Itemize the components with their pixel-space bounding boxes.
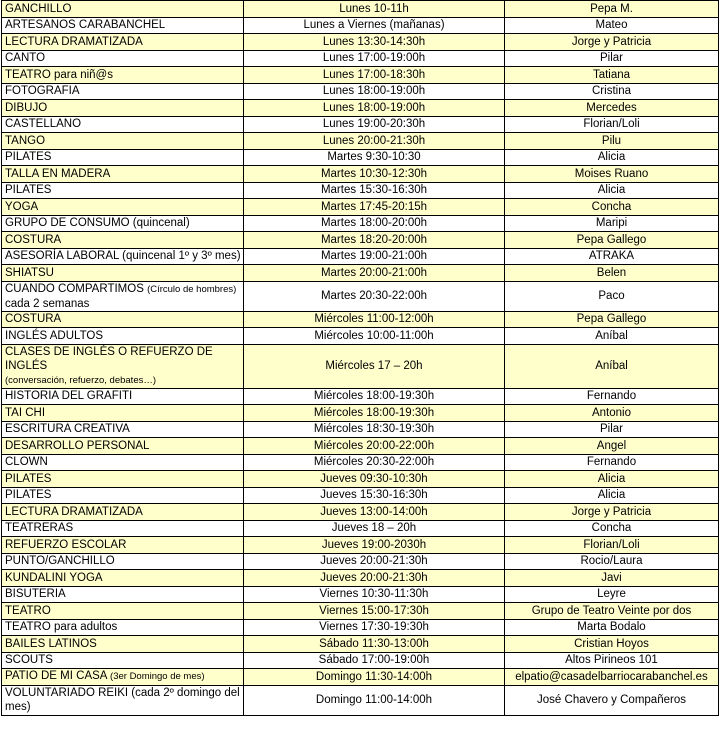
- time-cell: Lunes 20:00-21:30h: [244, 133, 505, 150]
- activity-name: CLOWN: [5, 456, 48, 469]
- time-cell: Sábado 17:00-19:00h: [244, 652, 505, 669]
- activity-cell: [2, 553, 244, 570]
- person-cell: Concha: [505, 520, 719, 537]
- time-cell: Miércoles 18:30-19:30h: [244, 421, 505, 438]
- activity-cell: [2, 17, 244, 34]
- table-row: [2, 388, 719, 405]
- time-cell: Martes 20:30-22:00h: [244, 281, 505, 311]
- activity-cell: [2, 116, 244, 133]
- activity-name: CUANDO COMPARTIMOS: [5, 282, 144, 295]
- table-row: [2, 100, 719, 117]
- person-cell: Marta Bodalo: [505, 619, 719, 636]
- time-cell: Jueves 18 – 20h: [244, 520, 505, 537]
- table-row: [2, 570, 719, 587]
- activity-cell: [2, 388, 244, 405]
- time-cell: Lunes 10-11h: [244, 1, 505, 18]
- activity-cell: [2, 652, 244, 669]
- activity-name: FOTOGRAFIA: [5, 85, 80, 98]
- activity-name: TAI CHI: [5, 406, 46, 419]
- activity-cell: [2, 311, 244, 328]
- person-cell: Leyre: [505, 586, 719, 603]
- time-cell: Martes 18:00-20:00h: [244, 215, 505, 232]
- person-cell: Cristina: [505, 83, 719, 100]
- table-row: [2, 344, 719, 388]
- table-row: [2, 405, 719, 422]
- table-row: [2, 17, 719, 34]
- table-row: [2, 311, 719, 328]
- activity-cell: [2, 405, 244, 422]
- time-cell: Jueves 09:30-10:30h: [244, 471, 505, 488]
- activity-cell: [2, 50, 244, 67]
- activity-name: SCOUTS: [5, 654, 53, 667]
- activity-name: CASTELLANO: [5, 118, 82, 131]
- activity-name: YOGA: [5, 200, 39, 213]
- person-cell: José Chavero y Compañeros: [505, 685, 719, 715]
- person-cell: Angel: [505, 438, 719, 455]
- time-cell: Miércoles 20:30-22:00h: [244, 454, 505, 471]
- time-cell: Martes 18:20-20:00h: [244, 232, 505, 249]
- table-row: [2, 1, 719, 18]
- table-row: [2, 199, 719, 216]
- activity-name: TEATRERAS: [5, 522, 74, 535]
- time-cell: Viernes 17:30-19:30h: [244, 619, 505, 636]
- person-cell: Jorge y Patricia: [505, 34, 719, 51]
- time-cell: Miércoles 11:00-12:00h: [244, 311, 505, 328]
- activity-name: COSTURA: [5, 313, 62, 326]
- activity-name: TEATRO para niñ@s: [5, 68, 113, 81]
- table-row: [2, 685, 719, 715]
- person-cell: Antonio: [505, 405, 719, 422]
- table-row: [2, 166, 719, 183]
- activity-name: BISUTERIA: [5, 588, 66, 601]
- table-row: [2, 586, 719, 603]
- table-row: [2, 553, 719, 570]
- time-cell: Domingo 11:00-14:00h: [244, 685, 505, 715]
- person-cell: Paco: [505, 281, 719, 311]
- person-cell: Javi: [505, 570, 719, 587]
- time-cell: Martes 19:00-21:00h: [244, 248, 505, 265]
- person-cell: Pepa M.: [505, 1, 719, 18]
- person-cell: Aníbal: [505, 344, 719, 388]
- table-row: [2, 182, 719, 199]
- activity-cell: [2, 520, 244, 537]
- table-row: [2, 421, 719, 438]
- activity-name: REFUERZO ESCOLAR: [5, 538, 127, 551]
- table-row: [2, 281, 719, 311]
- time-cell: Miércoles 17 – 20h: [244, 344, 505, 388]
- activity-name: BAILES LATINOS: [5, 637, 97, 650]
- activity-name: LECTURA DRAMATIZADA: [5, 505, 143, 518]
- person-cell: Mateo: [505, 17, 719, 34]
- activity-cell: [2, 1, 244, 18]
- person-cell: Altos Pirineos 101: [505, 652, 719, 669]
- activity-name: COSTURA: [5, 233, 62, 246]
- activity-name: GRUPO DE CONSUMO (quincenal): [5, 217, 190, 230]
- activity-cell: [2, 265, 244, 282]
- time-cell: Martes 17:45-20:15h: [244, 199, 505, 216]
- table-row: [2, 34, 719, 51]
- time-cell: Miércoles 10:00-11:00h: [244, 328, 505, 345]
- person-cell: Alicia: [505, 471, 719, 488]
- time-cell: Lunes 18:00-19:00h: [244, 83, 505, 100]
- table-row: [2, 520, 719, 537]
- table-row: [2, 438, 719, 455]
- time-cell: Lunes 17:00-18:30h: [244, 67, 505, 84]
- table-row: [2, 116, 719, 133]
- activity-name: ASESORÍA LABORAL (quincenal 1º y 3º mes): [5, 250, 241, 263]
- activity-cell: [2, 344, 244, 388]
- activity-name: HISTORIA DEL GRAFITI: [5, 390, 133, 403]
- activity-cell: [2, 487, 244, 504]
- activity-name: ARTESANOS CARABANCHEL: [5, 19, 166, 32]
- time-cell: Jueves 15:30-16:30h: [244, 487, 505, 504]
- schedule-body: [2, 1, 719, 716]
- activity-cell: [2, 34, 244, 51]
- person-cell: Mercedes: [505, 100, 719, 117]
- table-row: [2, 232, 719, 249]
- activity-cell: [2, 248, 244, 265]
- person-cell: Grupo de Teatro Veinte por dos: [505, 603, 719, 620]
- activity-name: TEATRO para adultos: [5, 621, 118, 634]
- table-row: [2, 603, 719, 620]
- activity-note: (Círculo de hombres): [147, 283, 237, 295]
- table-row: [2, 504, 719, 521]
- time-cell: Martes 20:00-21:00h: [244, 265, 505, 282]
- time-cell: Lunes 19:00-20:30h: [244, 116, 505, 133]
- table-row: [2, 669, 719, 686]
- table-row: [2, 636, 719, 653]
- activity-cell: [2, 281, 244, 311]
- activity-name: PUNTO/GANCHILLO: [5, 555, 115, 568]
- activity-name: PILATES: [5, 151, 52, 164]
- activity-name: PATIO DE MI CASA: [5, 670, 107, 683]
- time-cell: Jueves 20:00-21:30h: [244, 553, 505, 570]
- activity-name: INGLÉS ADULTOS: [5, 329, 103, 342]
- person-cell: Moises Ruano: [505, 166, 719, 183]
- activity-cell: [2, 685, 244, 715]
- person-cell: Florian/Loli: [505, 537, 719, 554]
- person-cell: Pepa Gallego: [505, 311, 719, 328]
- time-cell: Miércoles 20:00-22:00h: [244, 438, 505, 455]
- activity-frequency: cada 2 semanas: [5, 297, 90, 310]
- table-row: [2, 83, 719, 100]
- activity-cell: [2, 636, 244, 653]
- activity-cell: [2, 504, 244, 521]
- time-cell: Viernes 10:30-11:30h: [244, 586, 505, 603]
- person-cell: Pilar: [505, 50, 719, 67]
- activity-name: PILATES: [5, 184, 52, 197]
- table-row: [2, 149, 719, 166]
- person-cell: Belen: [505, 265, 719, 282]
- person-cell: Tatiana: [505, 67, 719, 84]
- activity-name: PILATES: [5, 489, 52, 502]
- time-cell: Jueves 19:00-2030h: [244, 537, 505, 554]
- activity-name: TEATRO: [5, 604, 51, 617]
- table-row: [2, 537, 719, 554]
- activity-cell: [2, 328, 244, 345]
- activity-note: (3er Domingo de mes): [110, 671, 205, 683]
- person-cell: Rocio/Laura: [505, 553, 719, 570]
- activity-name: TALLA EN MADERA: [5, 167, 111, 180]
- time-cell: Sábado 11:30-13:00h: [244, 636, 505, 653]
- activity-name: TANGO: [5, 134, 46, 147]
- activity-cell: [2, 537, 244, 554]
- activity-name: DESARROLLO PERSONAL: [5, 439, 150, 452]
- activity-cell: [2, 438, 244, 455]
- person-cell: Aníbal: [505, 328, 719, 345]
- table-row: [2, 652, 719, 669]
- person-cell: Jorge y Patricia: [505, 504, 719, 521]
- time-cell: Lunes a Viernes (mañanas): [244, 17, 505, 34]
- person-cell: Alicia: [505, 487, 719, 504]
- activity-name: CLASES DE INGLÉS O REFUERZO DE INGLÉS: [5, 345, 213, 372]
- table-row: [2, 454, 719, 471]
- table-row: [2, 248, 719, 265]
- activity-cell: [2, 471, 244, 488]
- activity-cell: [2, 421, 244, 438]
- activity-cell: [2, 133, 244, 150]
- table-row: [2, 619, 719, 636]
- table-row: [2, 487, 719, 504]
- time-cell: Viernes 15:00-17:30h: [244, 603, 505, 620]
- person-cell: elpatio@casadelbarriocarabanchel.es: [505, 669, 719, 686]
- time-cell: Jueves 20:00-21:30h: [244, 570, 505, 587]
- person-cell: Pilu: [505, 133, 719, 150]
- person-cell: Cristian Hoyos: [505, 636, 719, 653]
- activity-name: SHIATSU: [5, 266, 54, 279]
- person-cell: Pepa Gallego: [505, 232, 719, 249]
- person-cell: Fernando: [505, 454, 719, 471]
- activity-name: PILATES: [5, 472, 52, 485]
- activity-name: DIBUJO: [5, 101, 48, 114]
- activity-cell: [2, 215, 244, 232]
- person-cell: Alicia: [505, 182, 719, 199]
- time-cell: Domingo 11:30-14:00h: [244, 669, 505, 686]
- activity-cell: [2, 619, 244, 636]
- activity-cell: [2, 199, 244, 216]
- table-row: [2, 133, 719, 150]
- schedule-table: [1, 0, 719, 716]
- time-cell: Miércoles 18:00-19:30h: [244, 388, 505, 405]
- activity-cell: [2, 100, 244, 117]
- activity-cell: [2, 182, 244, 199]
- activity-name: GANCHILLO: [5, 2, 72, 15]
- activity-name: KUNDALINI YOGA: [5, 571, 103, 584]
- person-cell: Fernando: [505, 388, 719, 405]
- activity-cell: [2, 67, 244, 84]
- activity-cell: [2, 586, 244, 603]
- activity-cell: [2, 83, 244, 100]
- time-cell: Lunes 18:00-19:00h: [244, 100, 505, 117]
- activity-cell: [2, 570, 244, 587]
- table-row: [2, 328, 719, 345]
- time-cell: Martes 15:30-16:30h: [244, 182, 505, 199]
- table-row: [2, 265, 719, 282]
- activity-cell: [2, 149, 244, 166]
- person-cell: Maripi: [505, 215, 719, 232]
- time-cell: Jueves 13:00-14:00h: [244, 504, 505, 521]
- table-row: [2, 67, 719, 84]
- time-cell: Martes 10:30-12:30h: [244, 166, 505, 183]
- table-row: [2, 50, 719, 67]
- activity-name: VOLUNTARIADO REIKI (cada 2º domingo del mes): [5, 687, 240, 713]
- time-cell: Lunes 13:30-14:30h: [244, 34, 505, 51]
- activity-cell: [2, 669, 244, 686]
- time-cell: Lunes 17:00-19:00h: [244, 50, 505, 67]
- table-row: [2, 471, 719, 488]
- time-cell: Martes 9:30-10:30: [244, 149, 505, 166]
- person-cell: Pilar: [505, 421, 719, 438]
- person-cell: Florian/Loli: [505, 116, 719, 133]
- activity-name: LECTURA DRAMATIZADA: [5, 35, 143, 48]
- activity-name: CANTO: [5, 52, 46, 65]
- activity-cell: [2, 454, 244, 471]
- person-cell: Alicia: [505, 149, 719, 166]
- time-cell: Miércoles 18:00-19:30h: [244, 405, 505, 422]
- activity-cell: [2, 232, 244, 249]
- table-row: [2, 215, 719, 232]
- person-cell: ATRAKA: [505, 248, 719, 265]
- activity-note: (conversación, refuerzo, debates…): [5, 374, 157, 386]
- person-cell: Concha: [505, 199, 719, 216]
- activity-cell: [2, 603, 244, 620]
- activity-cell: [2, 166, 244, 183]
- activity-name: ESCRITURA CREATIVA: [5, 423, 130, 436]
